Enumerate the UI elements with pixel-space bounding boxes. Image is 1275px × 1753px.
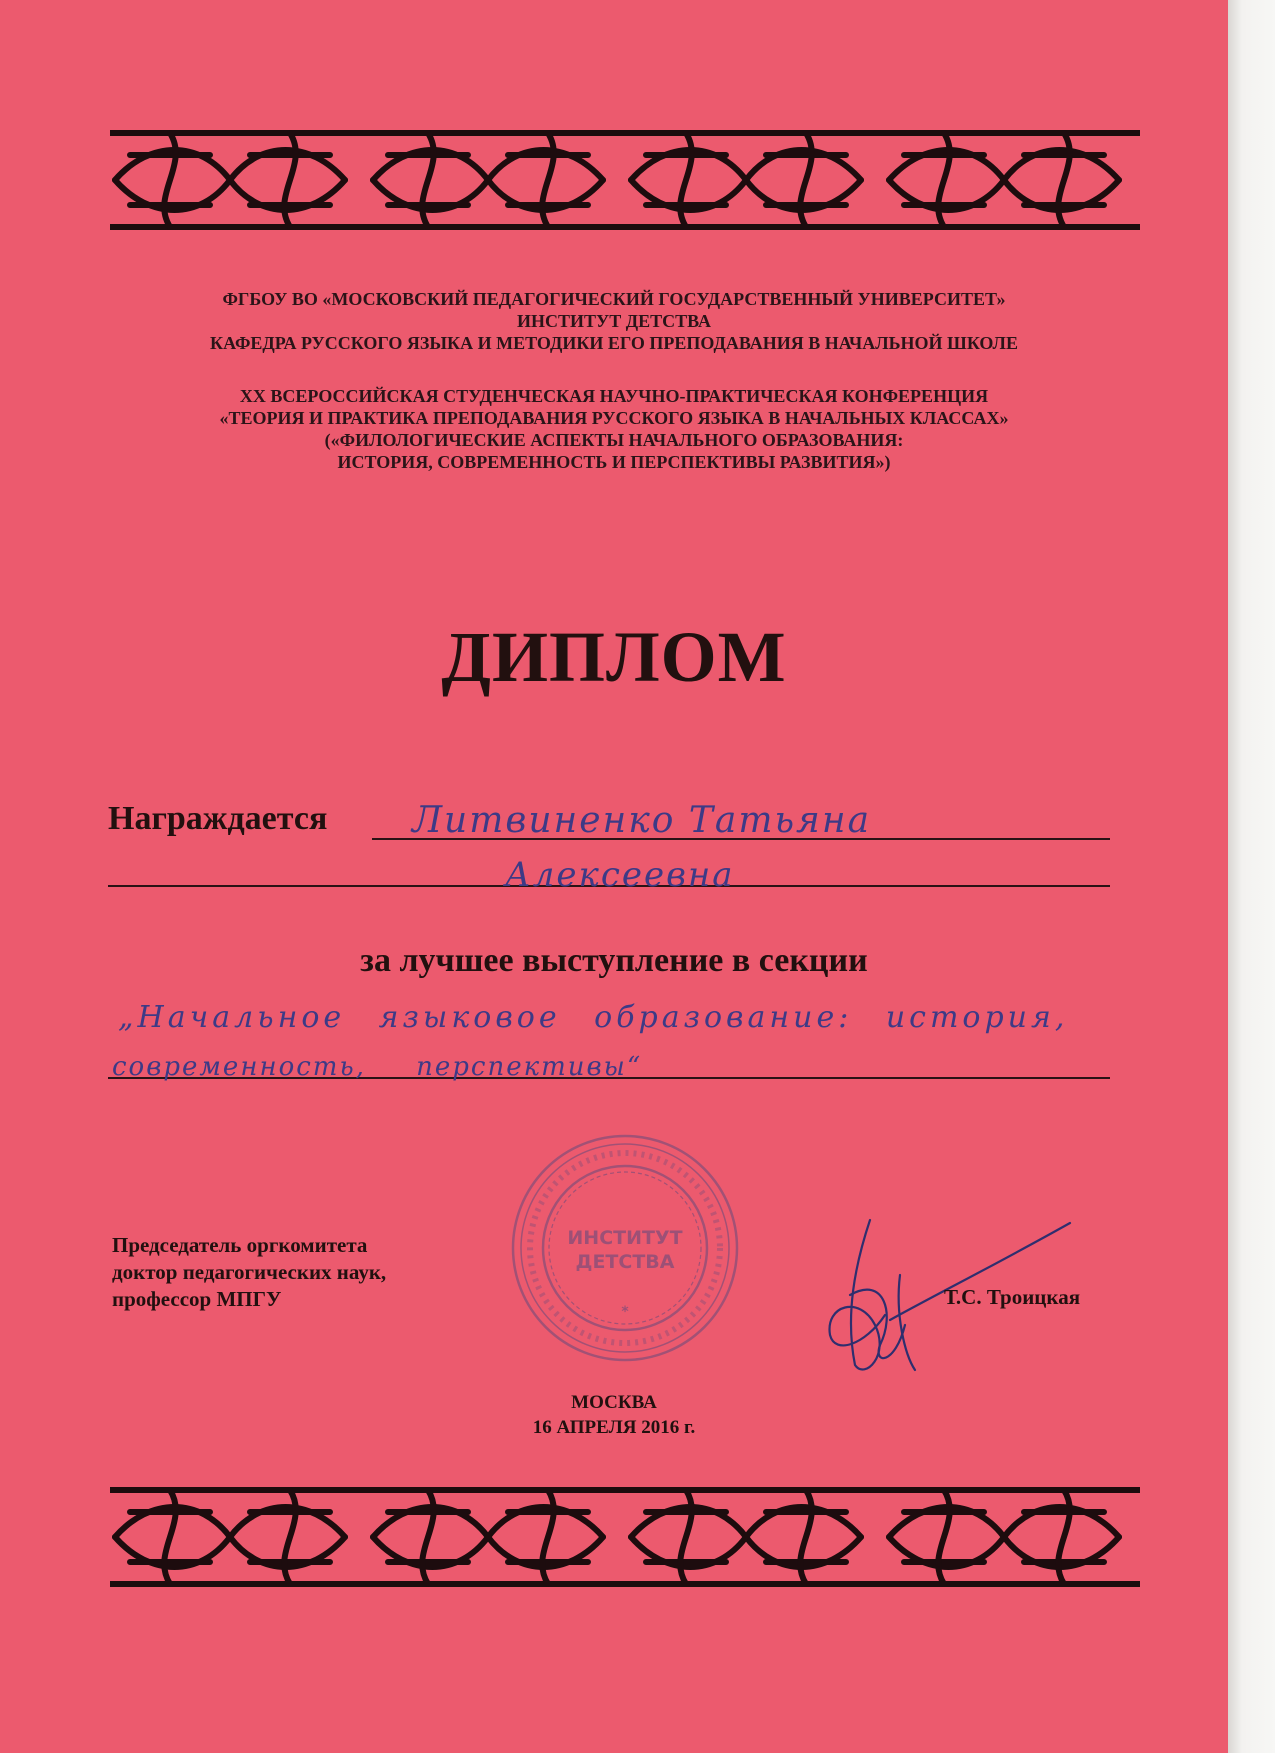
achievement-label: за лучшее выступление в секции bbox=[360, 942, 868, 979]
section-name-line-1: „Начальное языковое образование: история, bbox=[118, 1000, 1069, 1035]
section-name-line-2: современность, перспективы“ bbox=[112, 1052, 643, 1082]
department-name: КАФЕДРА РУССКОГО ЯЗЫКА И МЕТОДИКИ ЕГО ПРЕПОДАВАНИЯ В НАЧАЛЬНОЙ ШКОЛЕ bbox=[210, 333, 1018, 353]
stamp-text-line-2: ДЕТСТВА bbox=[575, 1251, 675, 1273]
stamp-text-line-1: ИНСТИТУТ bbox=[567, 1227, 683, 1249]
institute-name: ИНСТИТУТ ДЕТСТВА bbox=[516, 311, 711, 331]
scanner-margin bbox=[1228, 0, 1275, 1753]
conference-block bbox=[0, 385, 1228, 473]
conference-line-4: ИСТОРИЯ, СОВРЕМЕННОСТЬ И ПЕРСПЕКТИВЫ РАЗВИТИЯ») bbox=[337, 452, 891, 472]
recipient-name-line-1: Литвиненко Татьяна bbox=[412, 800, 872, 841]
conference-line-1: XX ВСЕРОССИЙСКАЯ СТУДЕНЧЕСКАЯ НАУЧНО-ПРАКТИЧЕСКАЯ КОНФЕРЕНЦИЯ bbox=[239, 386, 989, 406]
chair-role-line-3: профессор МПГУ bbox=[112, 1287, 282, 1311]
chair-role-line-1: Председатель оргкомитета bbox=[112, 1233, 368, 1257]
ornamental-border-bottom bbox=[110, 1482, 1140, 1592]
diploma-title: ДИПЛОМ bbox=[441, 617, 787, 697]
ornamental-border-top bbox=[110, 125, 1140, 235]
conference-line-2: «ТЕОРИЯ И ПРАКТИКА ПРЕПОДАВАНИЯ РУССКОГО ЯЗЫКА В НАЧАЛЬНЫХ КЛАССАХ» bbox=[219, 408, 1009, 428]
chair-role-block bbox=[112, 1232, 386, 1313]
place-date-block bbox=[0, 1390, 1228, 1440]
conference-line-3: («ФИЛОЛОГИЧЕСКИЕ АСПЕКТЫ НАЧАЛЬНОГО ОБРАЗОВАНИЯ: bbox=[324, 430, 904, 450]
issuer-block bbox=[0, 288, 1228, 354]
city: МОСКВА bbox=[571, 1392, 657, 1413]
institute-stamp bbox=[505, 1128, 745, 1368]
signer-name: Т.С. Троицкая bbox=[944, 1285, 1081, 1309]
svg-text:*: * bbox=[621, 1304, 629, 1320]
chair-role-line-2: доктор педагогических наук, bbox=[112, 1260, 387, 1284]
recipient-name-line-2: Алексеевна bbox=[505, 855, 735, 895]
issue-date: 16 АПРЕЛЯ 2016 г. bbox=[532, 1417, 696, 1438]
awarded-label: Награждается bbox=[108, 800, 328, 837]
university-name: ФГБОУ ВО «МОСКОВСКИЙ ПЕДАГОГИЧЕСКИЙ ГОСУДАРСТВЕННЫЙ УНИВЕРСИТЕТ» bbox=[222, 289, 1006, 309]
